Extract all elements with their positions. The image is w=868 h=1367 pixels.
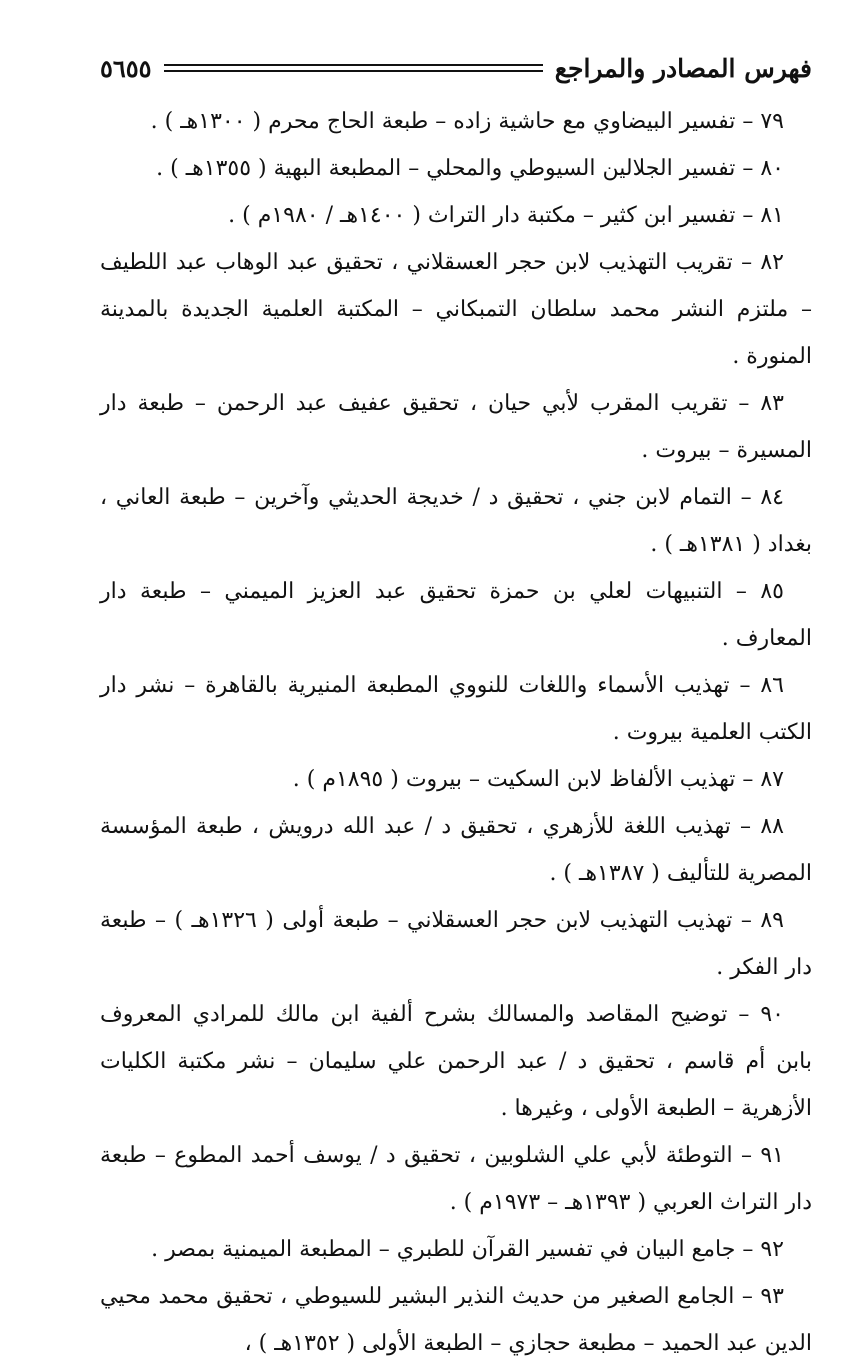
reference-separator: – [731, 485, 761, 510]
reference-separator: – [735, 109, 761, 134]
reference-number: ٨٣ [760, 391, 784, 416]
reference-separator: – [732, 908, 761, 933]
reference-number: ٨٤ [760, 485, 784, 510]
reference-number: ٨٥ [760, 579, 784, 604]
reference-separator: – [727, 1002, 761, 1027]
reference-entry [100, 991, 812, 1132]
reference-text: التنبيهات لعلي بن حمزة تحقيق عبد العزيز الميمني – طبعة دار المعارف . [100, 579, 812, 651]
reference-entry [100, 145, 812, 192]
reference-separator: – [735, 1237, 761, 1262]
reference-entry [100, 897, 812, 991]
header-title: فهرس المصادر والمراجع [554, 53, 812, 83]
reference-text: تهذيب الألفاظ لابن السكيت – بيروت ( ١٨٩٥م ) . [292, 767, 736, 792]
reference-text: التمام لابن جني ، تحقيق د / خديجة الحديثي وآخرين – طبعة العاني ، بغداد ( ١٣٨١هـ ) . [100, 485, 812, 557]
reference-entry [100, 756, 812, 803]
reference-separator: – [727, 391, 761, 416]
reference-entry [100, 568, 812, 662]
reference-number: ٨٩ [760, 908, 784, 933]
reference-separator: – [732, 250, 761, 275]
reference-separator: – [734, 1284, 761, 1309]
reference-text: تفسير الجلالين السيوطي والمحلي – المطبعة البهية ( ١٣٥٥هـ ) . [156, 156, 736, 181]
reference-number: ٩٢ [760, 1237, 784, 1262]
page-header [100, 48, 812, 88]
reference-text: تفسير ابن كثير – مكتبة دار التراث ( ١٤٠٠هـ / ١٩٨٠م ) . [228, 203, 736, 228]
reference-text: توضيح المقاصد والمسالك بشرح ألفية ابن مالك للمرادي المعروف بابن أم قاسم ، تحقيق د / عبد الرحمن علي سليمان – نشر مكتبة الكليات الأزهرية – الطبعة الأولى ، وغيرها . [100, 1002, 812, 1121]
reference-separator: – [722, 579, 761, 604]
reference-text: الجامع الصغير من حديث النذير البشير للسيوطي ، تحقيق محمد محيي الدين عبد الحميد – مطبعة حجازي – الطبعة الأولى ( ١٣٥٢هـ ) ، [100, 1284, 812, 1356]
reference-separator: – [729, 673, 761, 698]
document-page [100, 48, 812, 1367]
reference-text: تقريب المقرب لأبي حيان ، تحقيق عفيف عبد الرحمن – طبعة دار المسيرة – بيروت . [100, 391, 812, 463]
reference-number: ٩٣ [760, 1284, 784, 1309]
reference-number: ٨٢ [760, 250, 784, 275]
reference-separator: – [732, 1143, 761, 1168]
reference-text: تهذيب الأسماء واللغات للنووي المطبعة المنيرية بالقاهرة – نشر دار الكتب العلمية بيروت . [100, 673, 812, 745]
reference-entry [100, 1132, 812, 1226]
references-list [100, 98, 812, 1367]
reference-entry [100, 380, 812, 474]
reference-number: ٨١ [760, 203, 784, 228]
reference-number: ٧٩ [760, 109, 784, 134]
reference-number: ٨٧ [760, 767, 784, 792]
reference-text: التوطئة لأبي علي الشلوبين ، تحقيق د / يوسف أحمد المطوع – طبعة دار التراث العربي ( ١٣٩٣هـ – ١٩٧٣م ) . [100, 1143, 812, 1215]
page-number: ٥٦٥٥ [100, 53, 152, 83]
reference-number: ٩١ [760, 1143, 784, 1168]
reference-entry [100, 1273, 812, 1367]
reference-text: تهذيب اللغة للأزهري ، تحقيق د / عبد الله درويش ، طبعة المؤسسة المصرية للتأليف ( ١٣٨٧هـ ) . [100, 814, 812, 886]
reference-entry [100, 192, 812, 239]
reference-entry [100, 239, 812, 380]
reference-entry [100, 1226, 812, 1273]
reference-entry [100, 474, 812, 568]
reference-separator: – [735, 767, 761, 792]
reference-text: تقريب التهذيب لابن حجر العسقلاني ، تحقيق عبد الوهاب عبد اللطيف – ملتزم النشر محمد سلطان التمبكاني – المكتبة العلمية الجديدة بالمدينة المنورة . [100, 250, 812, 369]
reference-entry [100, 662, 812, 756]
reference-number: ٩٠ [760, 1002, 784, 1027]
reference-number: ٨٨ [760, 814, 784, 839]
header-divider [164, 64, 543, 72]
reference-number: ٨٠ [760, 156, 784, 181]
reference-text: تهذيب التهذيب لابن حجر العسقلاني – طبعة أولى ( ١٣٢٦هـ ) – طبعة دار الفكر . [100, 908, 812, 980]
reference-text: جامع البيان في تفسير القرآن للطبري – المطبعة الميمنية بمصر . [151, 1237, 736, 1262]
reference-separator: – [735, 156, 761, 181]
reference-entry [100, 803, 812, 897]
reference-number: ٨٦ [760, 673, 784, 698]
reference-separator: – [735, 203, 761, 228]
reference-entry [100, 98, 812, 145]
reference-separator: – [730, 814, 761, 839]
reference-text: تفسير البيضاوي مع حاشية زاده – طبعة الحاج محرم ( ١٣٠٠هـ ) . [150, 109, 736, 134]
